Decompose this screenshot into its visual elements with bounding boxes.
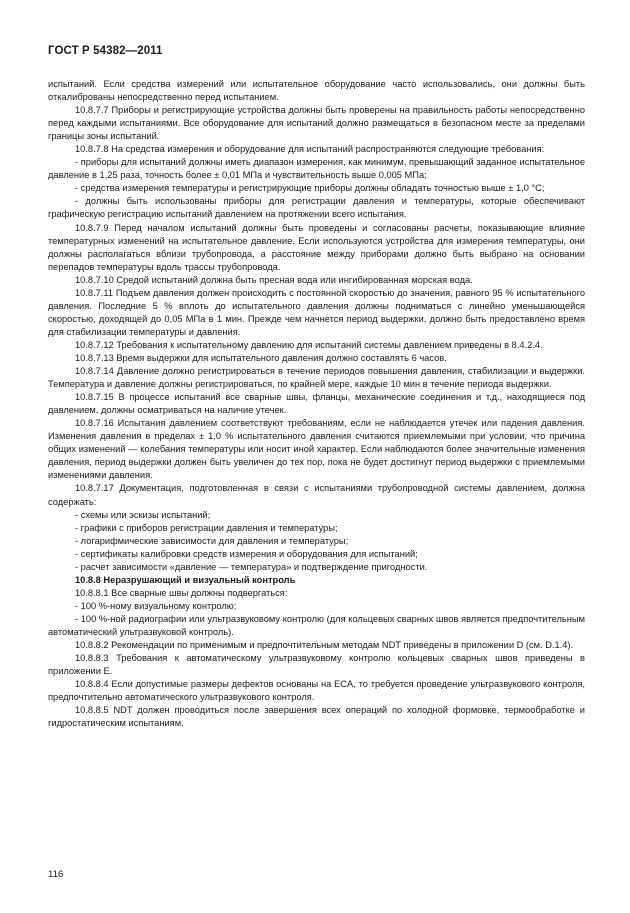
paragraph: 10.8.7.11 Подъем давления должен происходить с постоянной скоростью до значения, равного 95 % испытательного давления. Последние 5 % вплоть до испытательного давления должны подниматься с линейно уменьшающейся скоростью, доходящей до 0,05 МПа в 1 мин. Прежде чем начнется период выдержки, должно быть предоставлено время для стабилизации температуры и давления. xyxy=(48,287,585,337)
paragraph: 10.8.7.16 Испытания давлением соответствуют требованиям, если не наблюдается утечек или падения давления. Изменения давления в пределах ± 1,0 % испытательного давления считаются приемлемыми при условии, что причина общих изменений — колебания температуры или носит иной характер. Если наблюдаются более значительные изменения давления, период выдержки должен быть увеличен до тех пор, пока не будет достигнут период выдержки с приемлемыми изменениями давления. xyxy=(48,418,585,481)
paragraph: 10.8.7.17 Документация, подготовленная в связи с испытаниями трубопроводной системы давлением, должна содержать: xyxy=(48,483,585,507)
list-item: - 100 %-ной радиографии или ультразвуковому контролю (для кольцевых сварных швов является предпочтительным автоматический ультразвуковой контроль). xyxy=(48,613,585,637)
document-body xyxy=(48,78,585,730)
paragraph: 10.8.8.2 Рекомендации по применимым и предпочтительным методам NDT приведены в приложении D (см. D.1.4). xyxy=(75,640,574,651)
paragraph: 10.8.7.13 Время выдержки для испытательного давления должно составлять 6 часов. xyxy=(75,352,447,363)
list-item: - логарифмические зависимости для давления и температуры; xyxy=(75,535,349,546)
paragraph: испытаний. Если средства измерений или испытательное оборудование часто использовались, они должны быть откалиброваны непосредственно перед испытанием. xyxy=(48,79,585,103)
paragraph: 10.8.7.15 В процессе испытаний все сварные швы, фланцы, механические соединения и т.д., находящиеся под давлением, должны осматриваться на наличие утечек. xyxy=(48,392,585,416)
document-header: ГОСТ Р 54382—2011 xyxy=(48,45,163,57)
paragraph: 10.8.8.3 Требования к автоматическому ультразвуковому контролю кольцевых сварных швов приведены в приложении E. xyxy=(48,653,585,677)
list-item: - должны быть использованы приборы для регистрации давления и температуры, которые обеспечивают графическую регистрацию испытаний давлением на протяжении всего испытания. xyxy=(48,196,585,220)
list-item: - сертификаты калибровки средств измерения и оборудования для испытаний; xyxy=(75,548,418,559)
paragraph: 10.8.7.10 Средой испытаний должна быть пресная вода или ингибированная морская вода. xyxy=(75,274,473,285)
list-item: - схемы или эскизы испытаний; xyxy=(75,509,211,520)
paragraph: 10.8.8.1 Все сварные швы должны подвергаться: xyxy=(75,587,288,598)
paragraph: 10.8.8.4 Если допустимые размеры дефектов основаны на ECA, то требуется проведение ультразвукового контроля, предпочтительно автоматического ультразвукового контроля. xyxy=(48,679,585,703)
paragraph: 10.8.7.9 Перед началом испытаний должны быть проведены и согласованы расчеты, показывающие влияние температурных изменений на испытательное давление. Если используются устройства для измерения температуры, они должны располагаться вблизи трубопровода, а расстояние между приборами должно быть выбрано на основании перепадов температуры вдоль трассы трубопровода. xyxy=(48,222,585,272)
paragraph: 10.8.8.5 NDT должен проводиться после завершения всех операций по холодной формовке, термообработке и гидростатическим испытаниям. xyxy=(48,705,585,729)
page-number: 116 xyxy=(48,869,64,880)
list-item: - 100 %-ному визуальному контролю; xyxy=(75,600,237,611)
list-item: - средства измерения температуры и регистрирующие приборы должны обладать точностью выше ± 1,0 °С; xyxy=(75,183,545,194)
paragraph: 10.8.7.7 Приборы и регистрирующие устройства должны быть проверены на правильность работы непосредственно перед каждыми испытаниями. Все оборудование для испытаний должно размещаться в безопасном месте за пределами границы зоны испытаний. xyxy=(48,105,585,142)
list-item: - расчет зависимости «давление — температура» и подтверждение пригодности. xyxy=(75,561,428,572)
paragraph: 10.8.7.12 Требования к испытательному давлению для испытаний системы давлением приведены в 8.4.2.4. xyxy=(75,339,543,350)
paragraph: 10.8.7.14 Давление должно регистрироваться в течение периодов повышения давления, стабилизации и выдержки. Температура и давление должны регистрироваться, по крайней мере, каждые 10 мин в течение периода выдержки. xyxy=(48,366,585,390)
paragraph: 10.8.7.8 На средства измерения и оборудование для испытаний распространяются следующие требования: xyxy=(75,144,545,155)
section-heading: 10.8.8 Неразрушающий и визуальный контроль xyxy=(75,574,296,585)
list-item: - графики с приборов регистрации давления и температуры; xyxy=(75,522,338,533)
list-item: - приборы для испытаний должны иметь диапазон измерения, как минимум, превышающий заданное испытательное давление в 1,25 раза, точность более ± 0,01 МПа и чувствительность выше 0,005 МПа; xyxy=(48,157,585,181)
